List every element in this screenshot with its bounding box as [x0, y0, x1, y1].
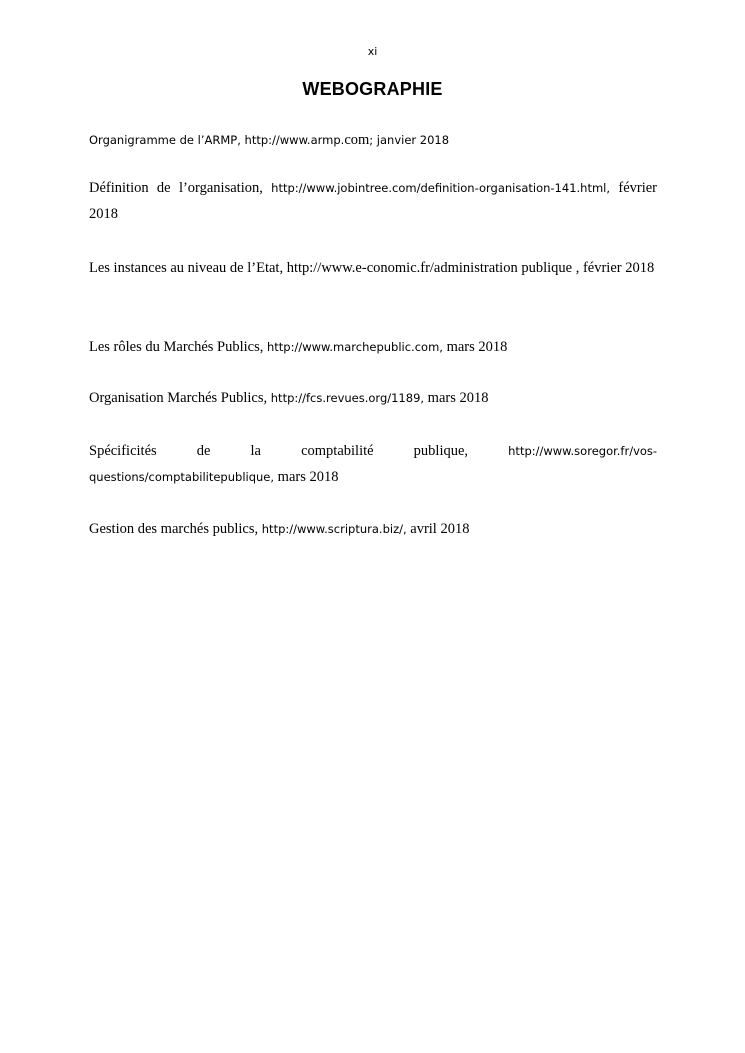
entry-5-date: mars 2018 — [424, 390, 489, 406]
webography-entry-7 — [89, 516, 657, 542]
entry-2-text: Définition de l’organisation, — [89, 180, 272, 196]
webography-entry-4 — [89, 334, 657, 360]
entry-1-date: ; janvier 2018 — [369, 133, 450, 147]
entry-2-date: février 2018 — [89, 180, 657, 222]
webography-entry-5 — [89, 385, 657, 411]
entry-6-word: la — [250, 443, 261, 459]
entry-7-text: Gestion des marchés publics, — [89, 521, 262, 537]
webography-entry-2 — [89, 175, 657, 227]
entry-2-url[interactable]: http://www.jobintree.com/definition-organisation-141.html, — [271, 181, 611, 195]
entry-5-url[interactable]: http://fcs.revues.org/1189, — [270, 391, 425, 405]
entry-7-url[interactable]: http://www.scriptura.biz/, — [261, 522, 407, 536]
entry-4-text: Les rôles du Marchés Publics, — [89, 339, 267, 355]
page-number: xi — [367, 45, 378, 58]
webography-entry-1 — [89, 127, 657, 153]
entry-1-url[interactable]: com — [344, 132, 370, 148]
entry-6-word: publique, — [413, 443, 469, 459]
entry-6-word: de — [196, 443, 211, 459]
entry-6-line-1 — [89, 438, 657, 464]
entry-7-date: avril 2018 — [406, 521, 470, 537]
section-heading: WEBOGRAPHIE — [302, 79, 443, 99]
entry-4-url[interactable]: http://www.marchepublic.com, — [267, 340, 443, 354]
entry-6-word: Spécificités — [89, 443, 157, 459]
entry-5-text: Organisation Marchés Publics, — [89, 390, 271, 406]
entry-1-text: Organigramme de l’ARMP, http://www.armp. — [89, 133, 345, 147]
entry-6-word: comptabilité — [301, 443, 374, 459]
entry-6-url-part-1[interactable]: http://www.soregor.fr/vos- — [508, 444, 658, 458]
entry-6-url-part-2[interactable]: questions/comptabilitepublique, — [89, 470, 275, 484]
entry-6-date: mars 2018 — [274, 469, 339, 485]
webography-entry-3: Les instances au niveau de l’Etat, http://www.e-conomic.fr/administration publique , février 2018 — [89, 260, 655, 276]
entry-4-date: mars 2018 — [442, 339, 508, 355]
webography-entry-6 — [89, 438, 657, 490]
